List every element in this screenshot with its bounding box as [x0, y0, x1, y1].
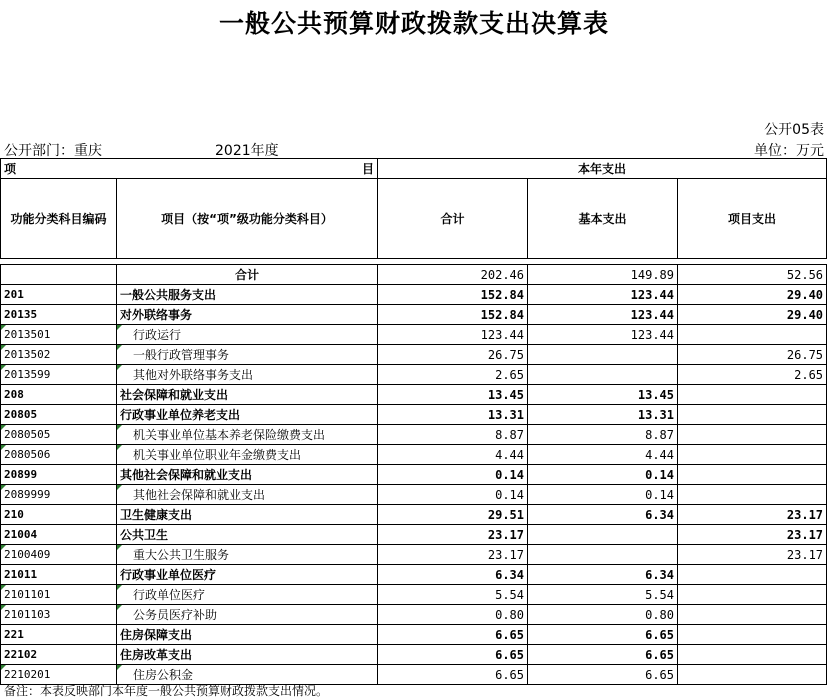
row-name-text: 住房公积金 — [133, 667, 194, 682]
header-row-2 — [1, 179, 827, 259]
fiscal-year: 2021年度 — [215, 143, 279, 159]
table-row — [1, 545, 827, 565]
row-name-text: 住房改革支出 — [120, 647, 193, 662]
row-total: 0.14 — [378, 465, 528, 485]
row-project: 23.17 — [678, 505, 827, 525]
row-basic: 6.34 — [528, 505, 678, 525]
row-name-text: 卫生健康支出 — [120, 507, 193, 522]
cell-marker-icon — [117, 585, 122, 590]
row-code-text: 210 — [4, 507, 24, 521]
row-total: 6.34 — [378, 565, 528, 585]
row-name-text: 社会保障和就业支出 — [120, 387, 229, 402]
row-code-text: 2210201 — [4, 667, 51, 681]
row-code — [1, 645, 117, 665]
cell-marker-icon — [117, 485, 122, 490]
unit-label: 单位：万元 — [754, 143, 824, 159]
table-row — [1, 385, 827, 405]
cell-marker-icon — [1, 425, 6, 430]
row-code-text: 2080506 — [4, 447, 51, 461]
row-code — [1, 345, 117, 365]
cell-marker-icon — [1, 345, 6, 350]
row-code — [1, 485, 117, 505]
row-code-text: 20899 — [4, 467, 38, 481]
row-name-text: 一般行政管理事务 — [133, 347, 230, 362]
row-code — [1, 565, 117, 585]
cell-marker-icon — [117, 345, 122, 350]
row-name-text: 重大公共卫生服务 — [133, 547, 230, 562]
row-basic: 6.65 — [528, 645, 678, 665]
row-name-text: 公务员医疗补助 — [133, 607, 218, 622]
row-project — [678, 585, 827, 605]
row-project: 2.65 — [678, 365, 827, 385]
row-code — [1, 305, 117, 325]
department-label: 公开部门：重庆 — [4, 143, 102, 159]
row-basic: 123.44 — [528, 305, 678, 325]
expense-table — [0, 158, 827, 685]
table-row — [1, 425, 827, 445]
row-name — [117, 605, 378, 625]
row-name — [117, 565, 378, 585]
header-row-1 — [1, 159, 827, 179]
cell-marker-icon — [117, 445, 122, 450]
row-code-text: 22102 — [4, 647, 38, 661]
row-name-text: 其他社会保障和就业支出 — [120, 467, 253, 482]
table-row — [1, 285, 827, 305]
row-total: 8.87 — [378, 425, 528, 445]
row-name — [117, 485, 378, 505]
table-row — [1, 465, 827, 485]
row-name-text: 其他社会保障和就业支出 — [133, 487, 266, 502]
row-total: 6.65 — [378, 665, 528, 685]
row-code — [1, 425, 117, 445]
row-code — [1, 285, 117, 305]
row-name-text: 行政事业单位医疗 — [120, 567, 217, 582]
row-total: 5.54 — [378, 585, 528, 605]
row-project — [678, 465, 827, 485]
header-project: 项 — [1, 159, 117, 179]
cell-marker-icon — [1, 585, 6, 590]
row-total: 23.17 — [378, 545, 528, 565]
row-name — [117, 425, 378, 445]
cell-marker-icon — [117, 665, 122, 670]
row-basic: 13.31 — [528, 405, 678, 425]
cell-marker-icon — [117, 425, 122, 430]
row-name-text: 机关事业单位基本养老保险缴费支出 — [133, 427, 326, 442]
table-row — [1, 445, 827, 465]
table-row — [1, 625, 827, 645]
row-name-text: 一般公共服务支出 — [120, 287, 217, 302]
row-code — [1, 505, 117, 525]
row-total: 13.45 — [378, 385, 528, 405]
row-project: 23.17 — [678, 545, 827, 565]
row-project: 26.75 — [678, 345, 827, 365]
header-mu: 目 — [117, 159, 378, 179]
row-name — [117, 645, 378, 665]
row-project: 23.17 — [678, 525, 827, 545]
row-code-text: 2013502 — [4, 347, 51, 361]
row-total: 29.51 — [378, 505, 528, 525]
row-total: 123.44 — [378, 325, 528, 345]
row-total: 13.31 — [378, 405, 528, 425]
total-total: 202.46 — [378, 265, 528, 285]
row-project: 29.40 — [678, 305, 827, 325]
table-row — [1, 485, 827, 505]
row-name — [117, 505, 378, 525]
row-project — [678, 645, 827, 665]
cell-marker-icon — [117, 325, 122, 330]
row-basic — [528, 545, 678, 565]
cell-marker-icon — [1, 325, 6, 330]
row-code-text: 20135 — [4, 307, 38, 321]
row-name — [117, 285, 378, 305]
row-basic: 0.14 — [528, 485, 678, 505]
header-name-col: 项目（按“项”级功能分类科目） — [117, 179, 378, 259]
row-code-text: 2013501 — [4, 327, 51, 341]
row-code — [1, 525, 117, 545]
table-row — [1, 325, 827, 345]
row-code — [1, 545, 117, 565]
row-project — [678, 385, 827, 405]
report-title: 一般公共预算财政拨款支出决算表 — [218, 9, 609, 38]
row-total: 152.84 — [378, 285, 528, 305]
row-code — [1, 605, 117, 625]
table-row — [1, 525, 827, 545]
row-name — [117, 305, 378, 325]
row-total: 6.65 — [378, 625, 528, 645]
row-project — [678, 625, 827, 645]
row-code-text: 201 — [4, 287, 24, 301]
row-code-text: 21011 — [4, 567, 38, 581]
row-total: 6.65 — [378, 645, 528, 665]
row-total: 26.75 — [378, 345, 528, 365]
row-code — [1, 325, 117, 345]
row-project — [678, 445, 827, 465]
row-name — [117, 325, 378, 345]
row-basic: 6.65 — [528, 625, 678, 645]
row-basic — [528, 525, 678, 545]
row-basic: 5.54 — [528, 585, 678, 605]
cell-marker-icon — [1, 605, 6, 610]
row-name-text: 住房保障支出 — [120, 627, 193, 642]
row-name — [117, 545, 378, 565]
total-label: 合计 — [117, 265, 378, 285]
row-basic: 6.34 — [528, 565, 678, 585]
row-name — [117, 385, 378, 405]
row-code — [1, 585, 117, 605]
table-row — [1, 305, 827, 325]
row-basic: 8.87 — [528, 425, 678, 445]
table-row — [1, 585, 827, 605]
row-basic: 0.80 — [528, 605, 678, 625]
cell-marker-icon — [117, 545, 122, 550]
table-row — [1, 505, 827, 525]
row-total: 0.14 — [378, 485, 528, 505]
row-project — [678, 405, 827, 425]
table-row — [1, 365, 827, 385]
row-code-text: 2080505 — [4, 427, 51, 441]
row-code-text: 2101103 — [4, 607, 51, 621]
row-project — [678, 565, 827, 585]
row-name — [117, 465, 378, 485]
total-project: 52.56 — [678, 265, 827, 285]
row-total: 0.80 — [378, 605, 528, 625]
row-name — [117, 525, 378, 545]
row-basic — [528, 345, 678, 365]
table-row — [1, 405, 827, 425]
row-name — [117, 445, 378, 465]
table-code: 公开05表 — [764, 122, 824, 138]
total-row — [1, 265, 827, 285]
row-name — [117, 585, 378, 605]
row-basic: 6.65 — [528, 665, 678, 685]
row-name — [117, 365, 378, 385]
row-project — [678, 485, 827, 505]
row-name-text: 对外联络事务 — [120, 307, 193, 322]
row-code-text: 221 — [4, 627, 24, 641]
cell-marker-icon — [1, 365, 6, 370]
row-name-text: 行政单位医疗 — [133, 587, 206, 602]
row-code-text: 2089999 — [4, 487, 51, 501]
row-basic: 4.44 — [528, 445, 678, 465]
header-basic: 基本支出 — [528, 179, 678, 259]
row-total: 152.84 — [378, 305, 528, 325]
row-total: 2.65 — [378, 365, 528, 385]
table-row — [1, 345, 827, 365]
row-code — [1, 405, 117, 425]
row-total: 23.17 — [378, 525, 528, 545]
cell-marker-icon — [1, 485, 6, 490]
row-project — [678, 425, 827, 445]
row-code — [1, 625, 117, 645]
row-code-text: 20805 — [4, 407, 38, 421]
row-project — [678, 605, 827, 625]
table-row — [1, 565, 827, 585]
cell-marker-icon — [1, 445, 6, 450]
cell-marker-icon — [117, 605, 122, 610]
row-basic — [528, 365, 678, 385]
row-name-text: 其他对外联络事务支出 — [133, 367, 254, 382]
row-basic: 13.45 — [528, 385, 678, 405]
row-name — [117, 345, 378, 365]
table-row — [1, 645, 827, 665]
row-project — [678, 325, 827, 345]
row-name — [117, 625, 378, 645]
row-code — [1, 465, 117, 485]
row-name-text: 行政运行 — [133, 327, 182, 342]
row-basic: 123.44 — [528, 325, 678, 345]
footnote: 备注：本表反映部门本年度一般公共预算财政拨款支出情况。 — [4, 684, 329, 698]
row-code — [1, 365, 117, 385]
row-basic: 123.44 — [528, 285, 678, 305]
header-project-exp: 项目支出 — [678, 179, 827, 259]
row-name — [117, 405, 378, 425]
row-project — [678, 665, 827, 685]
row-code — [1, 385, 117, 405]
row-code-text: 208 — [4, 387, 24, 401]
row-basic: 0.14 — [528, 465, 678, 485]
row-code — [1, 445, 117, 465]
row-total: 4.44 — [378, 445, 528, 465]
row-name-text: 机关事业单位职业年金缴费支出 — [133, 447, 302, 462]
row-code-text: 2013599 — [4, 367, 51, 381]
cell-marker-icon — [1, 545, 6, 550]
total-code-cell — [1, 265, 117, 285]
row-name-text: 公共卫生 — [120, 527, 169, 542]
header-total: 合计 — [378, 179, 528, 259]
table-row — [1, 605, 827, 625]
row-project: 29.40 — [678, 285, 827, 305]
header-current-year-expense: 本年支出 — [378, 159, 827, 179]
row-name-text: 行政事业单位养老支出 — [120, 407, 241, 422]
cell-marker-icon — [117, 365, 122, 370]
row-code-text: 2101101 — [4, 587, 51, 601]
cell-marker-icon — [1, 665, 6, 670]
row-code-text: 21004 — [4, 527, 38, 541]
row-code-text: 2100409 — [4, 547, 51, 561]
header-code-col: 功能分类科目编码 — [1, 179, 117, 259]
total-basic: 149.89 — [528, 265, 678, 285]
